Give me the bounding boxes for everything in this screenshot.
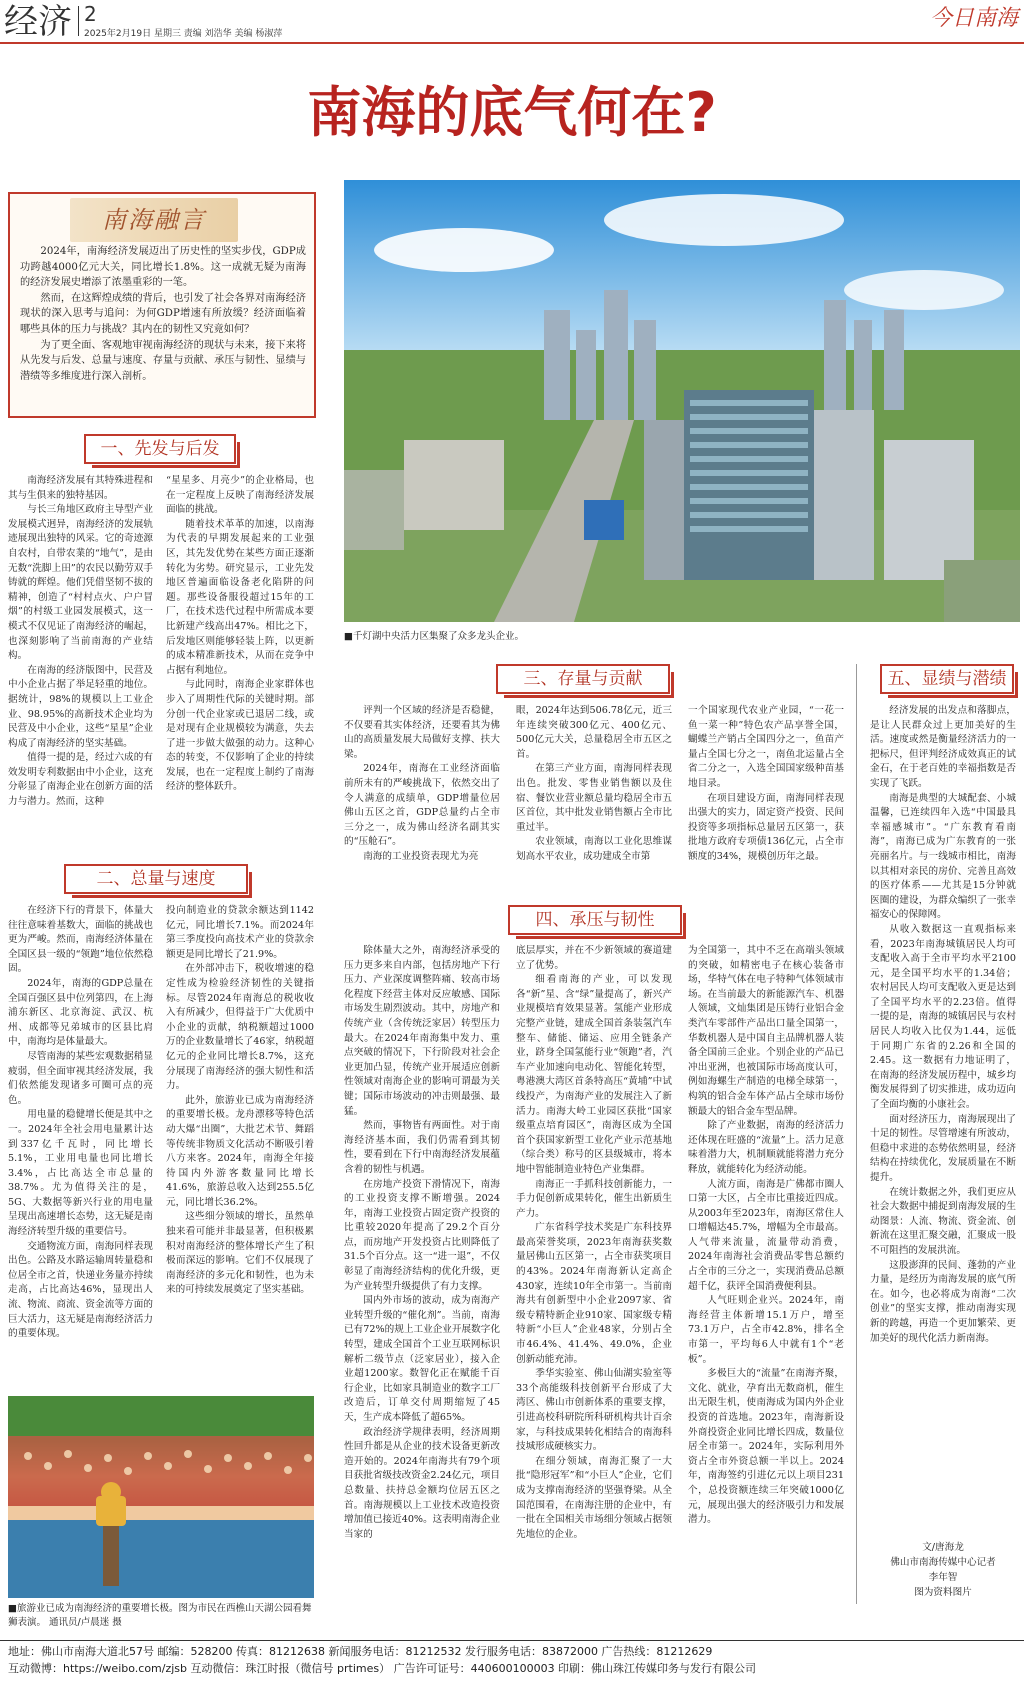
header-rule: [0, 42, 1024, 44]
paragraph: 这股澎湃的民间、蓬勃的产业力量，是经历为南海发展的底气所在。如今，也必将成为南海“二次创业”的坚实支撑，推动南海实现新的跨越，再造一个更加繁荣、更加美好的现代化活力新南海。: [870, 1259, 1016, 1344]
paragraph: 从收入数据这一直观指标来看，2023年南海城镇居民人均可支配收入高于全市平均水平2100元，是全国平均水平的1.34倍；农村居民人均可支配收入更是达到了全国平均水平的2.23倍。值得一提的是，南海的城镇居民与农村居民人均收入比仅为1.44，远低于同期广东省的2.26和全国的2.45。这一数据有力地证明了，在南海的经济发展历程中，城乡均衡发展得到了切实推进，成功迈向了全面均衡的小康社会。: [870, 923, 1016, 1111]
s1-column-1: [8, 474, 153, 860]
masthead-logo: 今日南海: [930, 6, 1019, 31]
s4-column-2: [516, 944, 672, 1566]
byline-line: 图为资料图片: [914, 1587, 972, 1598]
paragraph: 在南海的经济版图中，民营及中小企业占据了举足轻重的地位。据统计，98%的规模以上工业企业、98.95%的高新技术企业均为民营及中小企业，这些“星星”企业构成了南海经济的坚实基础。: [8, 664, 153, 749]
section-heading-5: [880, 664, 1014, 694]
paragraph: 国内外市场的波动，成为南海产业转型升级的“催化剂”。当前，南海已有72%的规上工业企业开展数字化转型，建成全国首个工业互联网标识解析二级节点（泛家居业），接入企业超1200家。数智化正在赋能千百行企业，比如家具制造业的数字工厂改造后，订单交付周期缩短了45天，生产成本降低了超65%。: [344, 1295, 500, 1423]
paragraph: 季华实验室、佛山仙湖实验室等33个高能级科技创新平台形成了大湾区、佛山市创新体系的重要支撑，引进高校科研院所科研机构共计百余家，与科技成果转化相结合的南海科技城形成硬核实力。: [516, 1368, 672, 1453]
footer-line-2: 互动微博：https://weibo.com/zjsb 互动微信：珠江时报（微信号 prtimes） 广告许可证号：440600100003 印刷：佛山珠江传媒印务与发行有限公司: [8, 1662, 757, 1675]
paragraph: 南海是典型的大城配套、小城温馨，已连续四年入选“中国最具幸福感城市”。“广东教育看南海”，南海已成为广东教育的一张亮丽名片。与一线城市相比，南海以其相对亲民的房价、完善且高效的医疗体系——尤其是15分钟就医圈的建设，为群众编织了一张幸福安心的保障网。: [870, 792, 1016, 921]
column-logo-text: 南海融言: [102, 206, 206, 234]
byline-line: 佛山市南海传媒中心记者: [890, 1557, 996, 1568]
s4-column-1: [344, 944, 500, 1566]
intro-para: 然而，在这辉煌成绩的背后，也引发了社会各界对南海经济现状的深入思考与追问：为何GDP增速有所放缓？经济面临着哪些具体的压力与挑战？其内在的韧性又究竟如何？: [20, 292, 306, 335]
paragraph: 投向制造业的贷款余额达到1142亿元，同比增长7.1%。而2024年第三季度投向高技术产业的贷款余额更是同比增长了21.9%。: [166, 905, 314, 960]
paragraph: 经济发展的出发点和落脚点，是让人民群众过上更加美好的生活。速度或然是衡量经济活力的一把标尺，但评判经济成效真正的试金石，在于老百姓的幸福指数是否实现了飞跃。: [870, 705, 1016, 789]
paragraph: 农业领域，南海以工业化思维谋划高水平农业，成功建成全市第: [516, 836, 672, 862]
paragraph: 政治经济学规律表明，经济周期性回升都是从企业的技术设备更新改造开始的。2024年南海共有79个项目获批省级技改资金2.24亿元，项目总数量、扶持总金额均位居五区之首。南海规模以上工业技术改造投资增加值已接近40%。这表明南海企业当家的: [344, 1426, 500, 1540]
intro-para: 2024年，南海经济发展迈出了历史性的坚实步伐，GDP成功跨越4000亿元大关，同比增长1.8%。这一成就无疑为南海的经济发展史增添了浓墨重彩的一笔。: [20, 246, 306, 289]
paragraph: 在细分领域，南海汇聚了一大批“隐形冠军”和“小巨人”企业，它们成为支撑南海经济的坚强脊梁。从全国范围看，在南海注册的企业中，有一批在全国相关市场细分领域占据领先地位的企业。: [516, 1455, 672, 1540]
s2-column-1: [8, 904, 153, 1384]
byline: [870, 1540, 1016, 1600]
section-heading-label: 三、存量与贡献: [523, 669, 643, 689]
paragraph: 底层厚实，并在不少新领域的赛道建立了优势。: [516, 945, 672, 971]
paragraph: 人流方面，南海是广佛都市圈人口第一大区，占全市比重接近四成。从2003年至2023年，南海区常住人口增幅达45.7%，增幅为全市最高。人气带来流量，流量带动消费，2024年南海社会消费品零售总额约占全市的三分之一，实现消费品总额超千亿，获评全国消费便利县。: [688, 1178, 844, 1292]
city-photo-art: [344, 180, 1020, 622]
paragraph: 在第三产业方面，南海同样表现出色。批发、零售业销售额以及住宿、餐饮业营业额总量均稳居全市五区首位，其中批发业销售额占全市比重过半。: [516, 763, 672, 833]
section-heading-label: 五、显绩与潜绩: [887, 669, 1007, 689]
byline-line: 李年智: [928, 1572, 958, 1583]
paragraph: 随着技术革革的加速，以南海为代表的早期发展起来的工业强区，其先发优势在某些方面正逐渐转化为劣势。研究显示，工业先发地区普遍面临设备老化陷阱的问题。那些设备服役超过15年的工厂，在技术迭代过程中所需成本要比新建产线高出47%。相比之下，后发地区则能够轻装上阵，以更新的成本精准新技术，从而在竞争中占据有利地位。: [166, 518, 314, 676]
s4-column-3: [688, 944, 844, 1566]
paragraph: 值得一提的是，经过六成的有效发明专利数据由中小企业，这充分彰显了南海企业在创新方面的活力与潜力。然而，这种: [8, 752, 153, 808]
paragraph: 交通物流方面，南海同样表现出色。公路及水路运输周转量稳和位居全市之首，快递业务量亦持续走高，占比高达46%，显现出人流、物流、商流、资金流等方面的巨大活力，这无疑是南海经济活力的重要体现。: [8, 1240, 153, 1340]
paragraph: 南海经济发展有其特殊进程和其与生俱来的独特基因。: [8, 475, 153, 501]
section-heading-4: [508, 905, 682, 935]
paragraph: 2024年，南海在工业经济面临前所未有的严峻挑战下，依然交出了令人满意的成绩单，GDP增量位居佛山五区之首，GDP总量约占全市三分之一，成为佛山经济名副其实的“压舱石”。: [344, 763, 500, 848]
paragraph: 这些细分领域的增长，虽然单独来看可能并非最显著，但积极累积对南海经济的整体增长产生了积极而深远的影响。它们不仅展现了南海经济的多元化和韧性，也为未来的可持续发展奠定了坚实基础。: [166, 1211, 314, 1296]
paragraph: 多极巨大的“流量”在南海齐聚，文化、就业，孕育出无数商机，催生出无限生机，使南海成为国内外企业投资的首选地。2023年，南海新设外商投资企业同比增长四成，数量位居全市第一。2024年，实际利用外资占全市外资总额一半以上。2024年，南海签约引进亿元以上项目231个，总投资额连续三年突破1000亿元，展现出强大的经济吸引力和发展潜力。: [688, 1368, 844, 1526]
paragraph: 与此同时，南海企业家群体也步入了周期性代际的关键时期。部分创一代企业家或已退居二线，或是对现有企业规模较为满意，失去了进一步做大做强的动力。这种心态的转变，不仅影响了企业的持续发展，也在一定程度上制约了南海经济的整体跃升。: [166, 679, 314, 793]
paragraph: 在房地产投资下滑情况下，南海的工业投资支撑不断增强。2024年，南海工业投资占固定资产投资的比重较2020年提高了29.2个百分点，而房地产开发投资占比则降低了31.5个百分点。这一“进一退”，不仅彰显了南海经济结构的优化升级，更为产业转型升级提供了有力支撑。: [344, 1178, 500, 1292]
paragraph: 广东省科学技术奖是广东科技界最高荣誉奖项，2023年南海获奖数量居佛山五区第一，占全市获奖项目的43%。2024年南海新认定高企430家，连续10年全市第一。当前南海共有创新型中小企业2097家、省级专精特新企业910家、国家级专精特新“小巨人”企业48家，分别占全市46.4%、41.4%、49.0%，企业创新动能充沛。: [516, 1222, 672, 1365]
paragraph: 在外部冲击下，税收增速的稳定性成为检验经济韧性的关键指标。尽管2024年南海总的税收收入有所减少，但得益于广大优质中小企业的贡献，纳税额超过1000万的企业数量增长了46家，纳税超亿元的企业同比增长8.7%，这充分展现了南海经济的强大韧性和活力。: [166, 963, 314, 1092]
issue-meta: 2025年2月19日 星期三 责编 刘浩华 美编 杨淑萍: [84, 29, 283, 39]
paragraph: 眼，2024年达到506.78亿元，近三年连续突破300亿元、400亿元、500亿元大关，总量稳居全市五区之首。: [516, 705, 672, 760]
section-heading-2: [64, 864, 248, 894]
s3-column-3: [688, 704, 844, 884]
section-heading-label: 二、总量与速度: [96, 869, 216, 889]
header-divider: [78, 6, 79, 36]
paragraph: 尽管南海的某些宏观数据稍显疲弱，但全面审视其经济发展，我们依然能发现诸多可圈可点的亮色。: [8, 1050, 153, 1106]
section-heading-1: [84, 434, 236, 464]
section-heading-label: 一、先发与后发: [100, 439, 220, 459]
byline-line: 文/唐海龙: [922, 1542, 964, 1553]
s3-column-2: [516, 704, 672, 884]
paragraph: 除体量大之外，南海经济承受的压力更多来自内部，包括房地产下行压力、产业深度调整阵痛、较高市场化程度下经营主体对反应敏感、国际市场发生剧烈波动。其中，房地产和传统产业（含传统泛家居）转型压力最大。在2024年南海集中发力、重点突破的情况下，下行阶段对社会企业更加凸显，传统产业开展适应创新性领域对南海企业的影响可谓最为关键；国际市场波动的冲击则最强、最猛。: [344, 945, 500, 1117]
city-photo-caption: ■千灯湖中央活力区集聚了众多龙头企业。: [344, 631, 524, 642]
intro-text: [20, 244, 306, 414]
paragraph: 在项目建设方面，南海同样表现出强大的实力，固定资产投资、民间投资等多项指标总量居五区第一，获批地方政府专项债136亿元，占全市额度的34%，规模创历年之最。: [688, 792, 844, 862]
paragraph: 除了产业数据，南海的经济活力还体现在旺盛的“流量”上。活力足意味着潜力大，机制顺就能将潜力充分释放，就能转化为经济动能。: [688, 1120, 844, 1175]
s2-column-2: [166, 904, 314, 1384]
s5-column: [870, 704, 1016, 1530]
s1-column-2: [166, 474, 314, 860]
paragraph: 一个国家现代农业产业园，“一花一鱼一菜一种”特色农产品享誉全国，蝴蝶兰产销占全国四分之一，鱼苗产量占全国七分之一，南鱼北运量占全省二分之一，入选全国国家级种苗基地目录。: [688, 705, 844, 789]
paragraph: 为全国第一，其中不乏在高端头领域的突破，如精密电子在核心装备市场，华特气体在电子特种气体领域市场。在当前最大的新能源汽车、机器人领域，文灿集团是压铸行业铝合金类汽车零部件产品出口量全国第一，华数机器人是中国自主品牌机器人装备全国前三企业。个别企业的产品已冲出亚洲，也被国际市场高度认可，例如海螺生产制造的电梯全球第一，构筑的铝合金车体产品占全球市场份额最大的铝合金车型品牌。: [688, 945, 844, 1117]
city-photo: [344, 180, 1020, 622]
paragraph: 细看南海的产业，可以发现各“新”星、含“绿”量提高了，新兴产业规模培育效果显著。氢能产业形成完整产业链，建成全国首条装氢汽车整车、储能、储运、应用全链条产业，跻身全国氢能行业“领跑”者，汽车产业加速向电动化、智能化转型，粤港澳大湾区首条特高压“黄埔”中试线投产，为南海产业的发展注入了新活力。南海大岭工业园区获批“国家级重点培育园区”，南海区成为全国首个获国家新型工业化产业示范基地（综合类）称号的区县级城市，将本地中智能制造业特色产业集群。: [516, 974, 672, 1175]
paragraph: 南海正一手抓科技创新能力，一手力促创新成果转化，催生出新质生产力。: [516, 1178, 672, 1219]
paragraph: 评判一个区域的经济是否稳健，不仅要看其实体经济，还要看其为佛山的高质量发展大局做好支撑、扶大梁。: [344, 705, 500, 760]
tourism-photo-art: [8, 1396, 314, 1598]
footer-line-1: 地址：佛山市南海大道北57号 邮编：528200 传真：81212638 新闻服务电话：81212532 发行服务电话：83872000 广告热线：81212629: [8, 1645, 713, 1658]
paragraph: 2024年，南海的GDP总量在全国百强区县中位列第四，在上海浦东新区、北京海淀、武汉、杭州、成都等兄弟城市的区县比肩中，南海均是体量最大。: [8, 977, 153, 1048]
paragraph: 此外，旅游业已成为南海经济的重要增长极。龙舟漂移等特色活动大爆“出圈”，大批艺术节、舞蹈等传统非物质文化活动不断吸引着八方来客。2024年，南海全年接待国内外游客数量同比增长41.6%，旅游总收入达到255.5亿元，同比增长36.2%。: [166, 1094, 314, 1208]
column-logo: [70, 198, 238, 242]
paragraph: 在经济下行的背景下，体量大往往意味着基数大，面临的挑战也更为严峻。然而，南海经济体量在全国区县一级的“领跑”地位依然稳固。: [8, 905, 153, 975]
paragraph: 然而，事物皆有两面性。对于南海经济基本面，我们仍需看到其韧性，要看到在下行中南海经济发展蕴含着的韧性与机遇。: [344, 1120, 500, 1175]
paragraph: 在统计数据之外，我们更应从社会大数据中捕捉到南海发展的生动图景：人流、物流、资金流、创新流在这里汇聚交融，汇聚成一股不可阻挡的发展洪流。: [870, 1186, 1016, 1256]
paragraph: “星星多、月亮少”的企业格局，也在一定程度上反映了南海经济发展面临的挑战。: [166, 475, 314, 516]
headline: 南海的底气何在?: [307, 81, 717, 144]
paragraph: 面对经济压力，南海展现出了十足的韧性。尽管增速有所波动，但稳中求进的态势依然明显，经济结构在持续优化，发展质量在不断提升。: [870, 1113, 1016, 1183]
s3-column-1: [344, 704, 500, 884]
section-heading-label: 四、承压与韧性: [535, 910, 655, 930]
tourism-photo: [8, 1396, 314, 1598]
paragraph: 人气旺则企业兴。2024年，南海经营主体新增15.1万户，增至73.1万户，占全市42.8%，排名全市第一，平均每6人中就有1个“老板”。: [688, 1295, 844, 1365]
footer-rule: [0, 1640, 1024, 1641]
paragraph: 与长三角地区政府主导型产业发展模式迥异，南海经济的发展轨迹展现出独特的风采。它的奇迹源自农村，自带农業的“地气”，是由无数“洗脚上田”的农民以勤劳双手铸就的辉煌。他们凭借坚韧不拔的精神，创造了“村村点火、户户冒烟”的村级工业园发展模式，这一模式不仅见证了南海经济的崛起，也深刻影响了当前南海的产业结构。: [8, 504, 153, 662]
intro-para: 为了更全面、客观地审视南海经济的现状与未来，接下来将从先发与后发、总量与速度、存量与贡献、承压与韧性、显绩与潜绩等多维度进行深入剖析。: [20, 339, 306, 382]
section-heading-3: [496, 664, 670, 694]
column-rule: [856, 664, 857, 1604]
section-name: 经济: [4, 2, 72, 42]
paragraph: 南海的工业投资表现尤为亮: [363, 850, 479, 862]
intro-box: [8, 192, 316, 418]
page-number: 2: [84, 2, 97, 26]
paragraph: 用电量的稳健增长便是其中之一。2024年全社会用电量累计达到337亿千瓦时，同比增长5.1%，工业用电量也同比增长3.4%，占比高达全市总量的38.7%。尤为值得关注的是，5G、大数据等新兴行业的用电量呈现出高速增长态势，这无疑是南海经济转型升级的重要信号。: [8, 1109, 153, 1238]
tourism-photo-caption: ■旅游业已成为南海经济的重要增长极。图为市民在西樵山天湖公园看舞狮表演。 通讯员/卢晨迷 摄: [8, 1603, 312, 1628]
